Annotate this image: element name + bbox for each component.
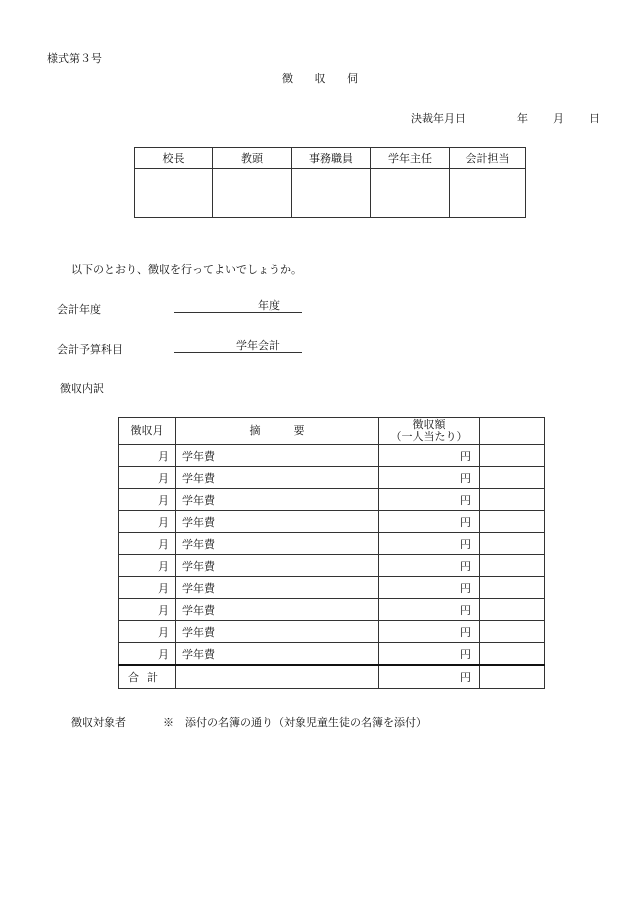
row-month[interactable]: 月: [119, 577, 176, 599]
row-month[interactable]: 月: [119, 555, 176, 577]
document-title: [282, 70, 380, 86]
table-row: [119, 467, 545, 489]
row-amount[interactable]: 円: [379, 445, 480, 467]
row-extra[interactable]: [480, 599, 545, 621]
decision-year: 年: [517, 112, 528, 125]
row-summary[interactable]: 学年費: [176, 599, 379, 621]
header-amount-line2: （一人当たり）: [390, 430, 468, 443]
fiscal-year-field[interactable]: [174, 299, 302, 313]
table-row: [119, 577, 545, 599]
header-amount-line1: 徴収額: [412, 418, 446, 431]
target-note: ※ 添付の名簿の通り（対象児童生徒の名簿を添付）: [163, 716, 427, 729]
row-extra[interactable]: [480, 577, 545, 599]
table-row: [119, 599, 545, 621]
approver-grade-head: 学年主任: [371, 148, 450, 169]
row-extra[interactable]: [480, 555, 545, 577]
approver-vice-principal: 教頭: [213, 148, 292, 169]
row-extra[interactable]: [480, 511, 545, 533]
row-month[interactable]: 月: [119, 489, 176, 511]
row-month[interactable]: 月: [119, 621, 176, 643]
fiscal-year-label: 会計年度: [57, 303, 101, 316]
row-month[interactable]: 月: [119, 467, 176, 489]
budget-item-value: 学年会計: [236, 339, 280, 352]
stamp-cell-accounting[interactable]: [450, 169, 526, 218]
budget-item-label: 会計予算科目: [57, 343, 123, 356]
header-month: 徴収月: [119, 418, 176, 445]
approval-stamp-table: [134, 147, 526, 218]
row-amount[interactable]: 円: [379, 621, 480, 643]
approver-principal: 校長: [135, 148, 213, 169]
row-summary[interactable]: 学年費: [176, 555, 379, 577]
row-month[interactable]: 月: [119, 511, 176, 533]
fiscal-year-suffix: 年度: [258, 299, 280, 312]
row-amount[interactable]: 円: [379, 489, 480, 511]
row-amount[interactable]: 円: [379, 577, 480, 599]
row-summary[interactable]: 学年費: [176, 511, 379, 533]
decision-date-label: 決裁年月日: [411, 112, 466, 125]
decision-date: [411, 110, 600, 126]
budget-item-field[interactable]: [174, 339, 302, 353]
row-summary[interactable]: 学年費: [176, 577, 379, 599]
stamp-cell-principal[interactable]: [135, 169, 213, 218]
row-summary[interactable]: 学年費: [176, 621, 379, 643]
stamp-cell-office-staff[interactable]: [292, 169, 371, 218]
row-amount[interactable]: 円: [379, 599, 480, 621]
target-label: 徴収対象者: [71, 716, 126, 729]
row-summary[interactable]: 学年費: [176, 467, 379, 489]
row-month[interactable]: 月: [119, 533, 176, 555]
row-amount[interactable]: 円: [379, 467, 480, 489]
row-extra[interactable]: [480, 489, 545, 511]
total-summary[interactable]: [176, 665, 379, 689]
table-row: [119, 445, 545, 467]
total-label: 合計: [119, 665, 176, 689]
approver-office-staff: 事務職員: [292, 148, 371, 169]
row-extra[interactable]: [480, 643, 545, 666]
row-amount[interactable]: 円: [379, 643, 480, 666]
form-number: 様式第３号: [47, 52, 102, 65]
decision-day: 日: [589, 112, 600, 125]
row-summary[interactable]: 学年費: [176, 533, 379, 555]
row-summary[interactable]: 学年費: [176, 445, 379, 467]
row-month[interactable]: 月: [119, 599, 176, 621]
total-amount[interactable]: 円: [379, 665, 480, 689]
stamp-cell-vice-principal[interactable]: [213, 169, 292, 218]
table-row: [119, 511, 545, 533]
intro-text: 以下のとおり、徴収を行ってよいでしょうか。: [71, 263, 302, 276]
table-row: [119, 643, 545, 666]
total-row: [119, 665, 545, 689]
title-char-3: 伺: [347, 72, 359, 85]
table-row: [119, 533, 545, 555]
row-amount[interactable]: 円: [379, 533, 480, 555]
row-amount[interactable]: 円: [379, 511, 480, 533]
row-summary[interactable]: 学年費: [176, 643, 379, 666]
collection-detail-table: [118, 417, 545, 689]
row-extra[interactable]: [480, 621, 545, 643]
decision-month: 月: [553, 112, 564, 125]
row-month[interactable]: 月: [119, 445, 176, 467]
row-amount[interactable]: 円: [379, 555, 480, 577]
title-char-1: 徴: [282, 72, 294, 85]
row-extra[interactable]: [480, 533, 545, 555]
header-extra: [480, 418, 545, 445]
breakdown-label: 徴収内訳: [60, 382, 104, 395]
row-summary[interactable]: 学年費: [176, 489, 379, 511]
table-row: [119, 621, 545, 643]
row-extra[interactable]: [480, 467, 545, 489]
total-extra[interactable]: [480, 665, 545, 689]
header-amount: [379, 418, 480, 445]
approver-accounting: 会計担当: [450, 148, 526, 169]
stamp-cell-grade-head[interactable]: [371, 169, 450, 218]
row-month[interactable]: 月: [119, 643, 176, 666]
title-char-2: 収: [314, 72, 326, 85]
header-summary: 摘 要: [176, 418, 379, 445]
row-extra[interactable]: [480, 445, 545, 467]
table-row: [119, 489, 545, 511]
table-row: [119, 555, 545, 577]
